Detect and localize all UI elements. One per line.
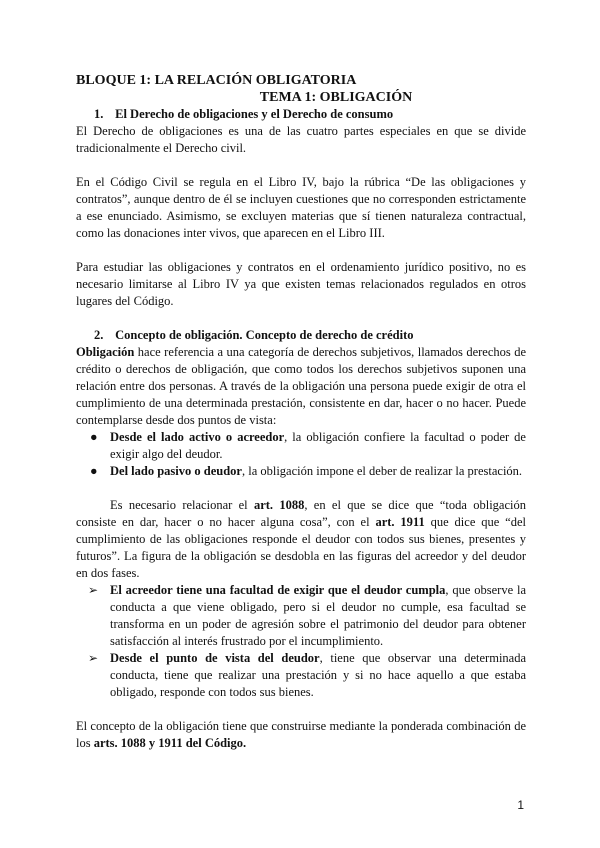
- articles-text-2: , en el que se dice que “toda obligación consiste en dar, hacer o no hacer alguna cosa”, con el: [76, 498, 526, 529]
- section-2-number: 2.: [94, 328, 104, 342]
- section-2-intro: [76, 344, 526, 429]
- article-1911: art. 1911: [375, 515, 425, 529]
- conclusion-paragraph: [76, 718, 526, 752]
- list-item-text: , tiene que observar una determinada conducta, tiene que realizar una prestación y si no hace aquello a que estaba obligado, responde con todos sus bienes.: [110, 651, 527, 699]
- arrow-bullet-icon: ➢: [88, 583, 99, 597]
- section-1-title: El Derecho de obligaciones y el Derecho de consumo: [115, 107, 394, 121]
- list-item-bold: Desde el lado activo o acreedor: [110, 430, 285, 444]
- list-item-bold: Desde el punto de vista del deudor: [110, 651, 320, 665]
- articles-text-3: que dice que “del cumplimiento de las obligaciones responde el deudor con todos sus bienes, presentes y futuros”. La figura de la obligación se desdobla en las figuras del acreedor y del deudor en dos fases.: [76, 515, 526, 580]
- section-2-intro-text: hace referencia a una categoría de derechos subjetivos, llamados derechos de crédito o derechos de obligación, que como todos los derechos subjetivos suponen una relación entre dos personas. A través de la obligación una persona puede exigir de otra el cumplimiento de una determinada prestación, consistente en dar, hacer o no hacer. Puede contemplarse desde dos puntos de vista:: [76, 345, 526, 427]
- section-1-heading: [94, 106, 526, 123]
- bullet-icon: ●: [90, 430, 98, 444]
- viewpoint-list: [76, 429, 526, 480]
- bullet-icon: ●: [90, 464, 98, 478]
- phases-list: [76, 582, 526, 701]
- list-item-text: , la obligación impone el deber de realizar la prestación.: [241, 464, 523, 478]
- section-2-heading: [94, 327, 526, 344]
- page-number: 1: [517, 798, 524, 812]
- list-item-text: , que observe la conducta a que viene obligado, pero si el deudor no cumple, esa facultad se transforma en un poder de agresión sobre el patrimonio del deudor para obtener satisfacción al interés frustrado por el incumplimiento.: [110, 583, 526, 648]
- articles-paragraph: [76, 497, 526, 582]
- section-1-number: 1.: [94, 107, 104, 121]
- section-2-title: Concepto de obligación. Concepto de derecho de crédito: [115, 328, 414, 342]
- document-page: [76, 72, 526, 752]
- section-1-paragraph-2: En el Código Civil se regula en el Libro IV, bajo la rúbrica “De las obligaciones y contratos”, aunque dentro de él se incluyen cuestiones que no corresponden estrictamente a ese enunciado. Asimismo, se excluyen materias que sí tienen naturaleza contractual, como las donaciones inter vivos, que aparecen en el Libro III.: [76, 175, 526, 240]
- list-item-bold: Del lado pasivo o deudor: [110, 464, 242, 478]
- list-item: [76, 463, 526, 480]
- block-title: BLOQUE 1: LA RELACIÓN OBLIGATORIA: [76, 73, 357, 88]
- topic-title: TEMA 1: OBLIGACIÓN: [259, 90, 413, 105]
- section-1-paragraph-3: Para estudiar las obligaciones y contratos en el ordenamiento jurídico positivo, no es necesario limitarse al Libro IV ya que existen temas relacionados regulados en otros lugares del Código.: [76, 260, 526, 308]
- conclusion-text: El concepto de la obligación tiene que construirse mediante la ponderada combinación de los: [76, 719, 526, 750]
- conclusion-articles: arts. 1088 y 1911 del Código.: [93, 736, 247, 750]
- obligation-term: Obligación: [76, 345, 135, 359]
- list-item: [76, 650, 526, 701]
- arrow-bullet-icon: ➢: [88, 651, 99, 665]
- list-item: [76, 582, 526, 650]
- list-item: [76, 429, 526, 463]
- list-item-text: , la obligación confiere la facultad o poder de exigir algo del deudor.: [110, 430, 526, 461]
- list-item-bold: El acreedor tiene una facultad de exigir que el deudor cumpla: [110, 583, 446, 597]
- section-1-paragraph-1: El Derecho de obligaciones es una de las cuatro partes especiales en que se divide tradicionalmente el Derecho civil.: [76, 124, 526, 155]
- articles-text-1: Es necesario relacionar el: [110, 498, 254, 512]
- article-1088: art. 1088: [253, 498, 305, 512]
